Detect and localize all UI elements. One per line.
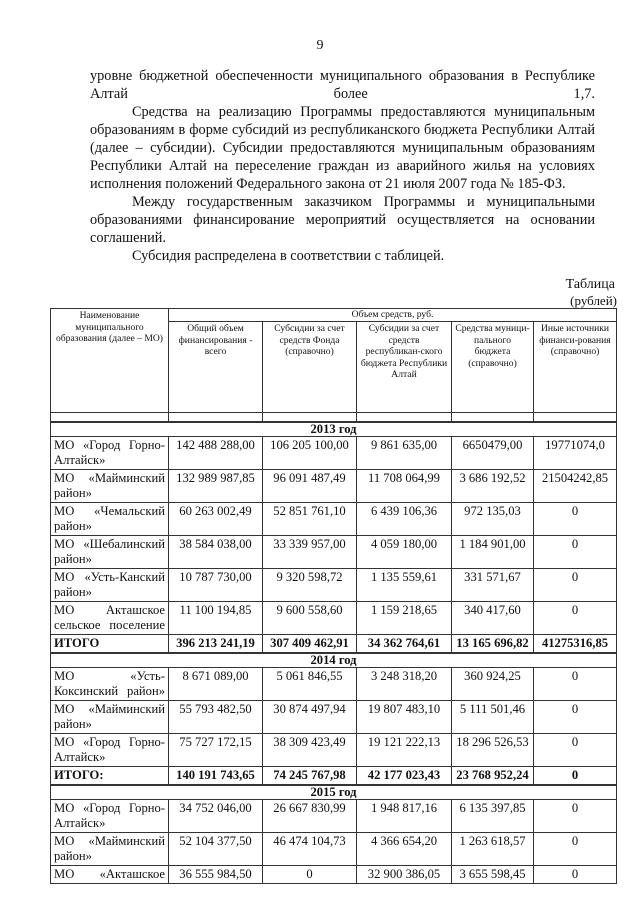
amount-cell: 41275316,85 [534, 635, 617, 654]
municipality-name: МО Акташское сельское поселение [51, 602, 169, 635]
amount-cell: 396 213 241,19 [169, 635, 263, 654]
amount-cell: 52 851 761,10 [263, 503, 357, 536]
amount-cell: 0 [534, 767, 617, 786]
amount-cell: 1 263 618,57 [452, 833, 534, 866]
header-republic-subsidy: Субсидии за счет средств республикан-ского бюджета Республики Алтай [357, 322, 452, 413]
amount-cell: 9 861 635,00 [357, 437, 452, 470]
year-label: 2015 год [51, 785, 617, 800]
paragraph-agreements: Между государственным заказчиком Программы и муниципальными образованиями финансирование мероприятий осуществляется на основании соглашений. [90, 194, 595, 246]
amount-cell: 3 655 598,45 [452, 866, 534, 884]
table-row [51, 668, 617, 701]
table-body [51, 422, 617, 884]
amount-cell: 19771074,0 [534, 437, 617, 470]
table-row [51, 701, 617, 734]
paragraph-distribution: Субсидия распределена в соответствии с таблицей. [132, 248, 445, 264]
municipality-name: МО «Усть-Канский район» [51, 569, 169, 602]
header-group: Объем средств, руб. [169, 309, 617, 322]
amount-cell: 8 671 089,00 [169, 668, 263, 701]
amount-cell: 34 752 046,00 [169, 800, 263, 833]
amount-cell: 0 [534, 734, 617, 767]
amount-cell: 0 [534, 800, 617, 833]
amount-cell: 0 [534, 503, 617, 536]
amount-cell: 307 409 462,91 [263, 635, 357, 654]
amount-cell: 11 100 194,85 [169, 602, 263, 635]
municipality-name: МО «Город Горно-Алтайск» [51, 734, 169, 767]
paragraph-funding: Средства на реализацию Программы предоставляются муниципальным образованиям в форме субсидий из республиканского бюджета Республики Алтай (далее – субсидии). Субсидии предоставляются муниципальным образованиям Республики Алтай на переселение граждан из аварийного жилья на условиях исполнения положений Федерального закона от 21 июля 2007 года № 185-ФЗ. [90, 104, 595, 192]
municipality-name: МО «Чемальский район» [51, 503, 169, 536]
amount-cell: 360 924,25 [452, 668, 534, 701]
amount-cell: 4 059 180,00 [357, 536, 452, 569]
amount-cell: 52 104 377,50 [169, 833, 263, 866]
amount-cell: 60 263 002,49 [169, 503, 263, 536]
amount-cell: 1 948 817,16 [357, 800, 452, 833]
table-row [51, 503, 617, 536]
municipality-name: МО «Акташское [51, 866, 169, 884]
table-row [51, 470, 617, 503]
table-row [51, 569, 617, 602]
header-municipal-budget: Средства муници-пального бюджета (справочно) [452, 322, 534, 413]
total-row [51, 767, 617, 786]
amount-cell: 1 159 218,65 [357, 602, 452, 635]
amount-cell: 5 061 846,55 [263, 668, 357, 701]
amount-cell: 9 320 598,72 [263, 569, 357, 602]
amount-cell: 13 165 696,82 [452, 635, 534, 654]
amount-cell: 55 793 482,50 [169, 701, 263, 734]
year-label: 2014 год [51, 653, 617, 668]
amount-cell: 5 111 501,46 [452, 701, 534, 734]
amount-cell: 0 [534, 833, 617, 866]
municipality-name: МО «Город Горно-Алтайск» [51, 437, 169, 470]
municipality-name: МО «Усть-Коксинский район» [51, 668, 169, 701]
table-row [51, 833, 617, 866]
amount-cell: 106 205 100,00 [263, 437, 357, 470]
amount-cell: 132 989 987,85 [169, 470, 263, 503]
amount-cell: 6 439 106,36 [357, 503, 452, 536]
amount-cell: 34 362 764,61 [357, 635, 452, 654]
amount-cell: 6650479,00 [452, 437, 534, 470]
amount-cell: 96 091 487,49 [263, 470, 357, 503]
table-unit: (рублей) [570, 293, 617, 308]
municipality-name: МО «Город Горно-Алтайск» [51, 800, 169, 833]
amount-cell: 10 787 730,00 [169, 569, 263, 602]
amount-cell: 0 [534, 569, 617, 602]
amount-cell: 11 708 064,99 [357, 470, 452, 503]
table-row [51, 536, 617, 569]
amount-cell: 33 339 957,00 [263, 536, 357, 569]
amount-cell: 142 488 288,00 [169, 437, 263, 470]
amount-cell: 6 135 397,85 [452, 800, 534, 833]
amount-cell: 1 184 901,00 [452, 536, 534, 569]
municipality-name: МО «Шебалинский район» [51, 536, 169, 569]
header-spacer [51, 413, 617, 423]
amount-cell: 3 248 318,20 [357, 668, 452, 701]
amount-cell: 4 366 654,20 [357, 833, 452, 866]
header-name-column: Наименование муниципального образования (далее – МО) [51, 309, 169, 413]
table-row [51, 734, 617, 767]
year-row [51, 422, 617, 437]
table-row [51, 602, 617, 635]
total-row [51, 635, 617, 654]
amount-cell: 140 191 743,65 [169, 767, 263, 786]
table-caption: Таблица [565, 277, 615, 292]
amount-cell: 23 768 952,24 [452, 767, 534, 786]
amount-cell: 972 135,03 [452, 503, 534, 536]
year-label: 2013 год [51, 422, 617, 437]
amount-cell: 0 [534, 701, 617, 734]
amount-cell: 0 [534, 866, 617, 884]
amount-cell: 0 [534, 668, 617, 701]
total-label: ИТОГО [51, 635, 169, 654]
page-number: 9 [316, 38, 324, 53]
amount-cell: 74 245 767,98 [263, 767, 357, 786]
amount-cell: 21504242,85 [534, 470, 617, 503]
amount-cell: 36 555 984,50 [169, 866, 263, 884]
amount-cell: 38 584 038,00 [169, 536, 263, 569]
municipality-name: МО «Майминский район» [51, 470, 169, 503]
amount-cell: 18 296 526,53 [452, 734, 534, 767]
municipality-name: МО «Майминский район» [51, 833, 169, 866]
header-total-funding: Общий объем финансирования - всего [169, 322, 263, 413]
amount-cell: 19 807 483,10 [357, 701, 452, 734]
municipality-name: МО «Майминский район» [51, 701, 169, 734]
amount-cell: 0 [263, 866, 357, 884]
amount-cell: 0 [534, 536, 617, 569]
amount-cell: 38 309 423,49 [263, 734, 357, 767]
table-row [51, 437, 617, 470]
amount-cell: 9 600 558,60 [263, 602, 357, 635]
amount-cell: 30 874 497,94 [263, 701, 357, 734]
table-row [51, 866, 617, 884]
year-row [51, 785, 617, 800]
amount-cell: 331 571,67 [452, 569, 534, 602]
amount-cell: 32 900 386,05 [357, 866, 452, 884]
amount-cell: 46 474 104,73 [263, 833, 357, 866]
amount-cell: 340 417,60 [452, 602, 534, 635]
total-label: ИТОГО: [51, 767, 169, 786]
body-text [90, 67, 595, 265]
amount-cell: 1 135 559,61 [357, 569, 452, 602]
table-row [51, 800, 617, 833]
amount-cell: 75 727 172,15 [169, 734, 263, 767]
paragraph-continued: уровне бюджетной обеспеченности муниципального образования в Республике Алтай более 1,7. [90, 68, 595, 102]
amount-cell: 3 686 192,52 [452, 470, 534, 503]
header-fund-subsidy: Субсидии за счет средств Фонда (справочно) [263, 322, 357, 413]
amount-cell: 42 177 023,43 [357, 767, 452, 786]
amount-cell: 26 667 830,99 [263, 800, 357, 833]
year-row [51, 653, 617, 668]
amount-cell: 0 [534, 602, 617, 635]
amount-cell: 19 121 222,13 [357, 734, 452, 767]
header-other-sources: Иные источники финанси-рования (справочно) [534, 322, 617, 413]
subsidy-table [50, 308, 617, 884]
